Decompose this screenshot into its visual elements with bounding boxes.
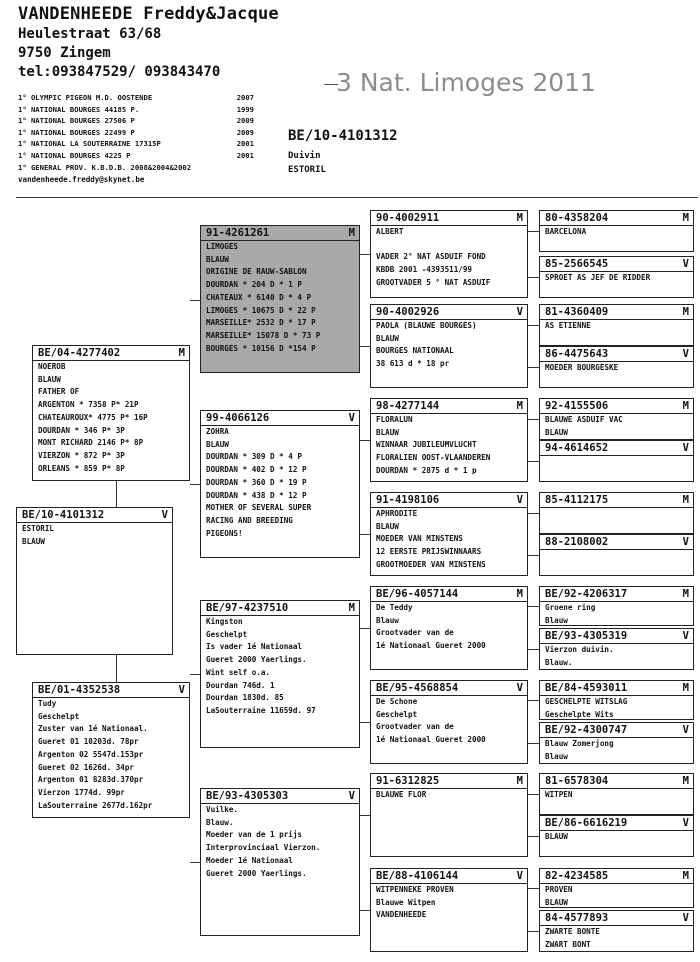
pedigree-box-g11 <box>539 680 694 720</box>
box-line: GROOTMOEDER VAN MINSTENS <box>376 559 486 569</box>
box-line: BLAUW <box>206 439 229 449</box>
box-header <box>371 775 527 789</box>
connector-line <box>116 655 117 682</box>
box-line: Dourdan 746d. 1 <box>206 680 275 690</box>
sex-marker: M <box>516 212 523 224</box>
box-header <box>33 347 189 361</box>
ring-number: 90-4002926 <box>376 306 440 318</box>
box-header <box>201 412 359 426</box>
sex-marker: M <box>682 494 689 506</box>
sex-marker: M <box>682 775 689 787</box>
box-line: ARGENTON * 7358 P* 21P <box>38 400 139 410</box>
box-line: VANDENHEEDE <box>376 910 427 920</box>
box-line: PROVEN <box>545 885 573 894</box>
box-line: MONT RICHARD 2146 P* 8P <box>38 438 144 448</box>
pedigree-box-g16 <box>539 910 694 952</box>
ring-number: 80-4358204 <box>545 212 609 224</box>
box-header <box>540 442 693 456</box>
connector-line <box>528 743 539 744</box>
owner-email: vandenheede.freddy@skynet.be <box>18 175 145 184</box>
ring-number: 91-4198106 <box>376 494 440 506</box>
box-line: 12 EERSTE PRIJSWINNAARS <box>376 547 482 557</box>
achievement-text: 1° NATIONAL BOURGES 4225 P <box>18 151 131 160</box>
sex-marker: M <box>682 212 689 224</box>
ring-number: BE/88-4106144 <box>376 870 459 882</box>
achievement-text: 1° NATIONAL BOURGES 27506 P <box>18 116 135 126</box>
pedigree-box-g12 <box>539 722 694 764</box>
sex-marker: M <box>682 870 689 882</box>
achievement-text: 1° NATIONAL BOURGES 22499 P <box>18 127 135 137</box>
connector-line <box>528 513 539 514</box>
box-line: MOTHER OF SEVERAL SUPER <box>206 503 312 513</box>
box-line: ZWARTE BONTE <box>545 927 600 936</box>
box-line: Gueret 2000 Yaerlings. <box>206 868 307 878</box>
connector-line <box>190 862 200 863</box>
pedigree-box-g3 <box>539 304 694 346</box>
box-line: VIERZON * 872 P* 3P <box>38 450 125 460</box>
box-header <box>33 684 189 698</box>
ring-number: 85-4112175 <box>545 494 609 506</box>
box-line: Blauw. <box>545 657 573 667</box>
owner-name: VANDENHEEDE Freddy&Jacque <box>18 4 279 24</box>
box-line: Groene ring <box>545 603 596 612</box>
connector-line <box>360 815 370 816</box>
sex-marker: M <box>516 775 523 787</box>
sex-marker: V <box>516 306 523 318</box>
header-divider <box>16 197 698 198</box>
box-line: DOURDAN * 438 D * 12 P <box>206 490 307 500</box>
box-line: Wint self o.a. <box>206 667 271 677</box>
connector-line <box>528 606 539 607</box>
ring-number: BE/93-4305303 <box>206 790 289 802</box>
connector-line <box>360 346 370 347</box>
box-line: CHATEAUX * 6140 D * 4 P <box>206 292 312 302</box>
box-line: Blauw. <box>206 817 234 827</box>
box-line: Tudy <box>38 699 57 708</box>
subject-sex: Duivin <box>288 151 321 161</box>
connector-line <box>360 628 370 629</box>
ring-number: 91-6312825 <box>376 775 440 787</box>
pedigree-box-g9 <box>539 586 694 626</box>
sex-marker: V <box>348 412 355 424</box>
box-line: Blauw <box>545 751 568 761</box>
box-line: Gueret 2000 Yaerlings. <box>206 655 307 665</box>
subject-ring: BE/10-4101312 <box>288 128 398 144</box>
box-header <box>201 227 359 241</box>
box-header <box>540 870 693 884</box>
box-line: BLAUW <box>545 897 568 907</box>
box-line: RACING AND BREEDING <box>206 515 293 525</box>
box-line: Vierzon 1774d. 99pr <box>38 787 125 797</box>
box-line: Gueret 02 1626d. 34pr <box>38 762 135 772</box>
pedigree-box-ds <box>200 600 360 748</box>
box-line: Zuster van 1é Nationaal. <box>38 724 148 734</box>
ring-number: BE/93-4305319 <box>545 630 628 642</box>
achievement-year: 2009 <box>236 127 254 137</box>
box-line: BLAUW <box>38 374 61 384</box>
ring-number: 82-4234585 <box>545 870 609 882</box>
pedigree-box-g1 <box>539 210 694 252</box>
box-line: GROOTVADER 5 ° NAT ASDUIF <box>376 277 491 287</box>
sex-marker: V <box>682 258 689 270</box>
box-line: 38 613 d * 18 pr <box>376 359 450 369</box>
box-line: SPROET AS JEF DE RIDDER <box>545 273 651 282</box>
pedigree-box-g6 <box>539 440 694 482</box>
connector-line <box>528 231 539 232</box>
achievement-text: 1° GENERAL PROV. K.B.D.B. 2008&2004&2002 <box>18 162 192 172</box>
sex-marker: M <box>682 400 689 412</box>
achievement-year: 2001 <box>236 151 254 160</box>
box-line: FLORALUN <box>376 415 413 424</box>
pedigree-box-subject <box>16 507 173 655</box>
box-line: ALBERT <box>376 227 404 236</box>
box-header <box>371 588 527 602</box>
achievement-year: 1999 <box>236 104 254 114</box>
box-line: ZWART BONT <box>545 939 591 949</box>
box-line: BLAUW <box>376 333 399 343</box>
sex-marker: V <box>682 630 689 642</box>
pedigree-box-g2 <box>539 256 694 298</box>
box-header <box>371 682 527 696</box>
box-header <box>540 494 693 508</box>
connector-line <box>528 277 539 278</box>
box-line: DOURDAN * 2875 d * 1 p <box>376 465 477 475</box>
box-line: De Schone <box>376 697 418 706</box>
box-line: DOURDAN * 346 P* 3P <box>38 425 125 435</box>
box-line: Blauw Zomerjong <box>545 739 614 748</box>
box-line: DOURDAN * 360 D * 19 P <box>206 477 307 487</box>
connector-line <box>528 888 539 889</box>
box-header <box>201 602 359 616</box>
ring-number: BE/96-4057144 <box>376 588 459 600</box>
connector-line <box>528 555 539 556</box>
box-header <box>540 817 693 831</box>
ring-number: BE/97-4237510 <box>206 602 289 614</box>
box-line: Geschelpte Wits <box>545 709 614 719</box>
connector-line <box>528 700 539 701</box>
box-header <box>540 258 693 272</box>
box-line: BLAUW <box>22 536 45 546</box>
box-line: Is vader 1é Nationaal <box>206 642 303 652</box>
pedigree-box-ddd <box>370 868 528 952</box>
box-header <box>540 588 693 602</box>
ring-number: BE/95-4568854 <box>376 682 459 694</box>
box-line: Blauwe Witpen <box>376 897 436 907</box>
box-line: BLAUWE FLOR <box>376 790 427 799</box>
ring-number: 81-4360409 <box>545 306 609 318</box>
box-line: PAOLA (BLAUWE BOURGES) <box>376 321 477 330</box>
ring-number: 85-2566545 <box>545 258 609 270</box>
box-line: VADER 2° NAT ASDUIF FOND <box>376 252 486 262</box>
pedigree-box-sd <box>200 410 360 558</box>
box-line: MOEDER VAN MINSTENS <box>376 534 463 544</box>
box-line: BLAUW <box>376 521 399 531</box>
box-header <box>371 870 527 884</box>
box-line: DOURDAN * 402 D * 12 P <box>206 465 307 475</box>
ring-number: 92-4155506 <box>545 400 609 412</box>
pedigree-box-sss <box>370 210 528 298</box>
connector-line <box>528 836 539 837</box>
box-line: Dourdan 1830d. 85 <box>206 693 284 703</box>
box-line: ORIGINE DE RAUW-SABLON <box>206 267 307 277</box>
connector-line <box>360 722 370 723</box>
box-line <box>376 239 523 252</box>
box-line: Geschelpt <box>206 629 248 639</box>
box-line: Argenton 02 5547d.153pr <box>38 749 144 759</box>
pedigree-box-dam <box>32 682 190 818</box>
box-line: NOEROB <box>38 362 66 371</box>
pedigree-box-g5 <box>539 398 694 440</box>
sex-marker: V <box>178 684 185 696</box>
pedigree-box-dsd <box>370 680 528 764</box>
box-line: BLAUW <box>545 427 568 437</box>
achievement-row <box>18 115 254 126</box>
box-line: ZOHRA <box>206 427 229 436</box>
sex-marker: V <box>682 536 689 548</box>
ring-number: 84-4577893 <box>545 912 609 924</box>
box-header <box>371 494 527 508</box>
box-line: WITPENNEKE PROVEN <box>376 885 454 894</box>
pedigree-box-g8 <box>539 534 694 576</box>
box-line: Moeder 1é Nationaal <box>206 855 293 865</box>
box-line: ESTORIL <box>22 524 55 533</box>
box-line: Geschelpt <box>38 711 80 721</box>
box-header <box>540 306 693 320</box>
sex-marker: M <box>682 682 689 694</box>
ring-number: BE/86-6616219 <box>545 817 628 829</box>
box-line: Moeder van de 1 prijs <box>206 830 303 840</box>
connector-line <box>190 674 200 675</box>
box-line: Interprovinciaal Vierzon. <box>206 843 321 853</box>
pedigree-box-g4 <box>539 346 694 388</box>
pedigree-box-g14 <box>539 815 694 857</box>
box-line: CHATEAUROUX* 4775 P* 16P <box>38 412 148 422</box>
box-line: WITPEN <box>545 790 573 799</box>
connector-line <box>528 419 539 420</box>
achievement-row <box>18 92 254 103</box>
box-line: Blauw <box>376 615 399 625</box>
box-line: WINNAAR JUBILEUMVLUCHT <box>376 440 477 450</box>
sex-marker: V <box>682 817 689 829</box>
ring-number: 81-6578304 <box>545 775 609 787</box>
pedigree-box-dd <box>200 788 360 936</box>
box-header <box>540 348 693 362</box>
pedigree-box-sdd <box>370 492 528 576</box>
ring-number: BE/04-4277402 <box>38 347 121 359</box>
box-header <box>371 212 527 226</box>
box-line: BLAUWE ASDUIF VAC <box>545 415 623 424</box>
box-line: PIGEONS! <box>206 528 243 538</box>
pedigree-box-g13 <box>539 773 694 815</box>
sex-marker: M <box>178 347 185 359</box>
box-line: Vierzon duivin. <box>545 645 614 654</box>
ring-number: BE/10-4101312 <box>22 509 105 521</box>
box-line: Grootvader van de <box>376 722 454 732</box>
connector-line <box>528 649 539 650</box>
ring-number: 91-4261261 <box>206 227 270 239</box>
box-line: BOURGES NATIONAAL <box>376 346 454 356</box>
sex-marker: V <box>161 509 168 521</box>
box-line: ORLEANS * 859 P* 8P <box>38 463 125 473</box>
box-header <box>540 630 693 644</box>
box-line: APHRODITE <box>376 509 418 518</box>
achievement-row <box>18 127 254 138</box>
achievement-row <box>18 162 254 173</box>
sex-marker: V <box>682 348 689 360</box>
box-line: FATHER OF <box>38 387 80 397</box>
achievement-row <box>18 104 254 115</box>
box-line: LIMOGES <box>206 242 239 251</box>
sex-marker: V <box>348 790 355 802</box>
ring-number: 86-4475643 <box>545 348 609 360</box>
sex-marker: M <box>348 602 355 614</box>
connector-line <box>360 254 370 255</box>
box-line: De Teddy <box>376 603 413 612</box>
page-title: 3 Nat. Limoges 2011 <box>336 68 596 97</box>
box-header <box>540 682 693 696</box>
connector-line <box>360 910 370 911</box>
connector-line <box>528 367 539 368</box>
owner-city: 9750 Zingem <box>18 45 111 61</box>
box-line: BLAUW <box>376 427 399 437</box>
box-header <box>540 775 693 789</box>
box-line: Kingston <box>206 617 243 626</box>
connector-line <box>190 300 200 301</box>
sex-marker: V <box>682 724 689 736</box>
box-line: DOURDAN * 204 D * 1 P <box>206 280 303 290</box>
box-line: MARSEILLE* 15078 D * 73 P <box>206 330 321 340</box>
box-line: Grootvader van de <box>376 628 454 638</box>
achievement-row <box>18 150 254 161</box>
achievement-year: 2007 <box>236 93 254 102</box>
pedigree-box-dds <box>370 773 528 857</box>
connector-line <box>528 461 539 462</box>
sex-marker: V <box>682 912 689 924</box>
pedigree-box-g15 <box>539 868 694 908</box>
ring-number: 98-4277144 <box>376 400 440 412</box>
box-line: LIMOGES * 10675 D * 22 P <box>206 305 316 315</box>
ring-number: BE/92-4300747 <box>545 724 628 736</box>
box-line: LaSouterraine 11659d. 97 <box>206 705 316 715</box>
box-header <box>540 912 693 926</box>
connector-line <box>116 481 117 507</box>
connector-line <box>528 794 539 795</box>
ring-number: BE/92-4206317 <box>545 588 628 600</box>
ring-number: BE/01-4352538 <box>38 684 121 696</box>
box-header <box>540 724 693 738</box>
achievement-text: 1° NATIONAL BOURGES 44185 P. <box>18 104 140 114</box>
box-line: Gueret 01 10203d. 78pr <box>38 737 139 747</box>
sex-marker: V <box>516 494 523 506</box>
sex-marker: M <box>682 306 689 318</box>
achievement-text: 1° NATIONAL LA SOUTERRAINE 17315P <box>18 139 161 149</box>
box-line: KBDB 2001 -4393511/99 <box>376 265 473 275</box>
ring-number: 99-4066126 <box>206 412 270 424</box>
connector-line <box>528 325 539 326</box>
sex-marker: M <box>348 227 355 239</box>
pedigree-box-ssd <box>370 304 528 388</box>
sex-marker: V <box>516 870 523 882</box>
box-header <box>201 790 359 804</box>
achievement-row <box>18 138 254 149</box>
box-line: LaSouterraine 2677d.162pr <box>38 800 153 810</box>
box-line: BOURGES * 10156 D *154 P <box>206 343 316 353</box>
box-line: Vuilke. <box>206 805 239 814</box>
sex-marker: M <box>682 588 689 600</box>
box-line: Argenton 01 8283d.370pr <box>38 775 144 785</box>
box-line: 1é Nationaal Gueret 2000 <box>376 735 486 745</box>
connector-line <box>360 440 370 441</box>
box-line: Blauw <box>545 615 568 625</box>
box-line: GESCHELPTE WITSLAG <box>545 697 628 706</box>
box-line: MARSEILLE* 2532 D * 17 P <box>206 318 316 328</box>
ring-number: 94-4614652 <box>545 442 609 454</box>
sex-marker: M <box>516 588 523 600</box>
box-header <box>17 509 172 523</box>
sex-marker: V <box>516 682 523 694</box>
pedigree-box-ss <box>200 225 360 373</box>
box-header <box>540 400 693 414</box>
box-line: BLAUW <box>545 832 568 841</box>
ring-number: BE/84-4593011 <box>545 682 628 694</box>
pedigree-box-g10 <box>539 628 694 670</box>
box-header <box>371 400 527 414</box>
box-line: DOURDAN * 309 D * 4 P <box>206 452 303 462</box>
box-line: BLAUW <box>206 254 229 264</box>
pedigree-box-sds <box>370 398 528 482</box>
box-line: AS ETIENNE <box>545 321 591 330</box>
pedigree-box-sire <box>32 345 190 481</box>
pedigree-box-g7 <box>539 492 694 534</box>
connector-line <box>190 484 200 485</box>
box-line: MOEDER BOURGESKE <box>545 363 619 372</box>
box-line: 1é Nationaal Gueret 2000 <box>376 641 486 651</box>
box-header <box>540 212 693 226</box>
ring-number: 88-2108002 <box>545 536 609 548</box>
owner-phone: tel:093847529/ 093843470 <box>18 64 221 80</box>
box-header <box>371 306 527 320</box>
owner-street: Heulestraat 63/68 <box>18 26 162 42</box>
ring-number: 90-4002911 <box>376 212 440 224</box>
subject-name: ESTORIL <box>288 165 326 175</box>
connector-line <box>360 534 370 535</box>
achievement-year: 2001 <box>236 139 254 149</box>
achievement-year: 2009 <box>236 116 254 126</box>
sex-marker: V <box>682 442 689 454</box>
box-header <box>540 536 693 550</box>
box-line: Geschelpt <box>376 709 418 719</box>
connector-line <box>528 931 539 932</box>
pedigree-box-dss <box>370 586 528 670</box>
sex-marker: M <box>516 400 523 412</box>
box-line: BARCELONA <box>545 227 587 236</box>
achievement-text: 1° OLYMPIC PIGEON M.D. OOSTENDE <box>18 93 153 102</box>
box-line: FLORALIEN OOST-VLAANDEREN <box>376 453 491 463</box>
